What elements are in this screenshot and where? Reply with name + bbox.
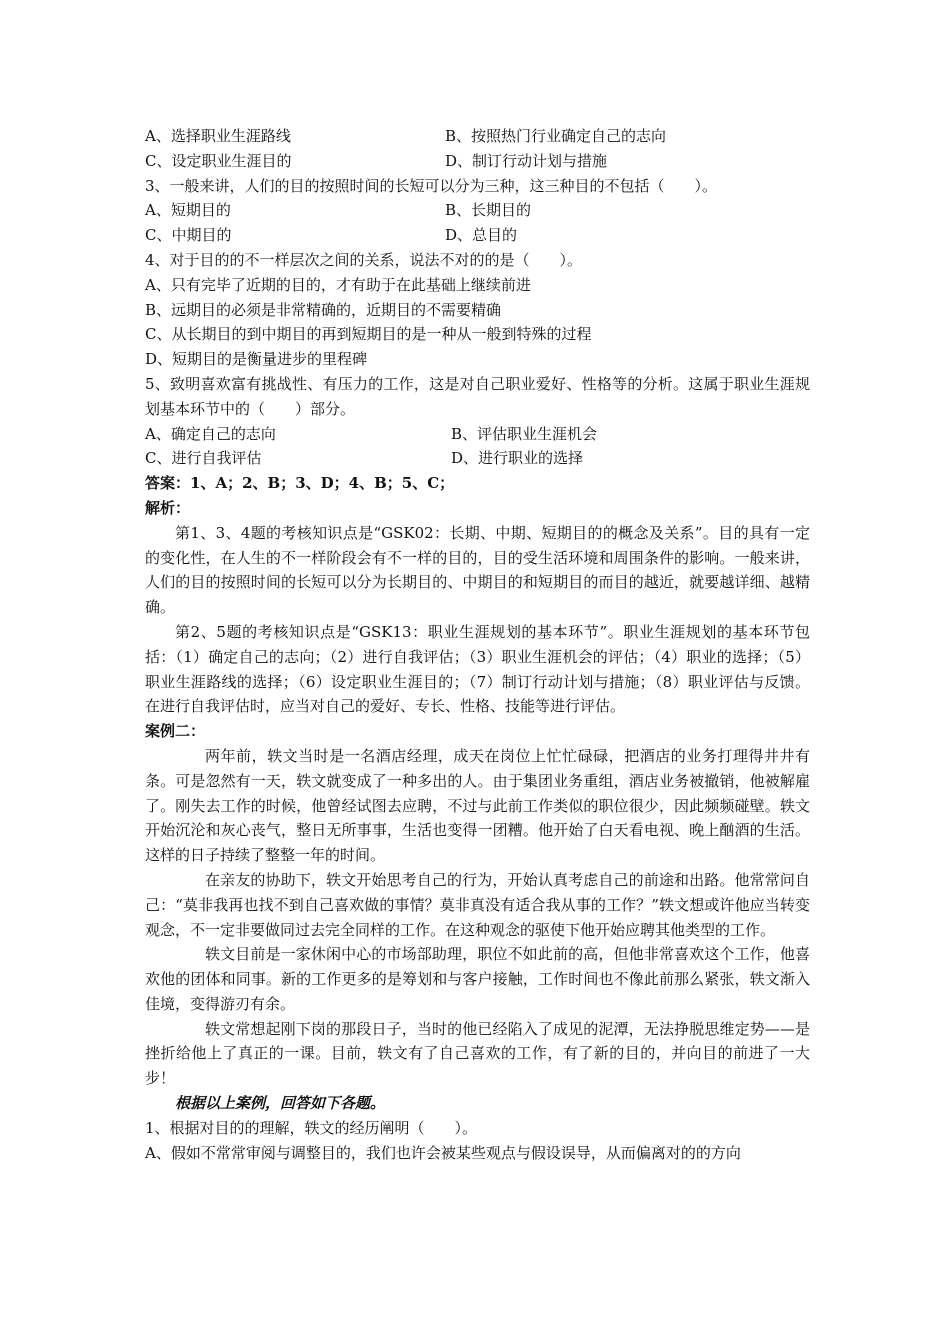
case2-q1-option-a: A、假如不常常审阅与调整目的，我们也许会被某些观点与假设误导，从而偏离对的的方向 [145,1143,741,1162]
case2-paragraph-3: 轶文目前是一家休闲中心的市场部助理，职位不如此前的高，但他非常喜欢这个工作，他喜欢他的团体和同事。新的工作更多的是筹划和与客户接触，工作时间也不像此前那么紧张，轶文渐入佳境，变得游刃有余。 [145,945,810,1013]
answer-label: 答案： [145,474,191,493]
q4-option-c: C、从长期目的到中期目的再到短期目的是一种从一般到特殊的过程 [145,325,592,344]
q5-options-row-2 [145,446,810,471]
q3-options-row-2 [145,223,810,248]
q3-option-d: D、总目的 [445,226,518,245]
q5-option-c: C、进行自我评估 [145,449,262,468]
q2-options-row-1 [145,124,810,149]
analysis-paragraph-2: 第2、5题的考核知识点是“GSK13：职业生涯规划的基本环节”。职业生涯规划的基本环节包括：（1）确定自己的志向；（2）进行自我评估；（3）职业生涯机会的评估；（4）职业的选择；（5）职业生涯路线的选择；（6）设定职业生涯目的；（7）制订行动计划与措施；（8）职业评估与反馈。在进行自我评估时，应当对自己的爱好、专长、性格、技能等进行评估。 [145,622,810,716]
case2-q1-stem: 1、根据对目的的理解，轶文的经历阐明（ ）。 [145,1118,478,1137]
q4-option-d: D、短期目的是衡量进步的里程碑 [145,350,368,369]
answer-text: 1、A；2、B；3、D；4、B；5、C； [190,474,455,493]
q5-option-d: D、进行职业的选择 [451,449,584,468]
document-page [145,124,810,1165]
q5-stem: 5、致明喜欢富有挑战性、有压力的工作，这是对自己职业爱好、性格等的分析。这属于职业生涯规划基本环节中的（ ）部分。 [145,374,810,418]
q5-options-row-1 [145,422,810,447]
q3-options-row-1 [145,198,810,223]
q4-stem: 4、对于目的的不一样层次之间的关系，说法不对的的是（ ）。 [145,250,583,269]
q2-option-b: B、按照热门行业确定自己的志向 [445,127,667,145]
q5-option-a: A、确定自己的志向 [145,424,276,443]
q2-option-d: D、制订行动计划与措施 [445,151,608,170]
case2-paragraph-1: 两年前，轶文当时是一名酒店经理，成天在岗位上忙忙碌碌，把酒店的业务打理得井井有条。可是忽然有一天，轶文就变成了一种多出的人。由于集团业务重组，酒店业务被撤销，他被解雇了。刚失去工作的时候，他曾经试图去应聘，不过与此前工作类似的职位很少，因此频频碰壁。轶文开始沉沦和灰心丧气，整日无所事事，生活也变得一团糟。他开始了白天看电视、晚上酗酒的生活。这样的日子持续了整整一年的时间。 [145,746,810,865]
q2-option-a: A、选择职业生涯路线 [145,127,291,145]
q4-option-a: A、只有完毕了近期的目的，才有助于在此基础上继续前进 [145,275,531,294]
case2-paragraph-2: 在亲友的协助下，轶文开始思考自己的行为，开始认真考虑自己的前途和出路。他常常问自己：“莫非我再也找不到自己喜欢做的事情？莫非真没有适合我从事的工作？”轶文想或许他应当转变观念，不一定非要做同过去完全同样的工作。在这种观念的驱使下他开始应聘其他类型的工作。 [145,870,810,939]
q2-option-c: C、设定职业生涯目的 [145,151,292,170]
analysis-label: 解析： [145,498,191,517]
q5-option-b: B、评估职业生涯机会 [451,424,598,443]
q3-option-b: B、长期目的 [445,201,532,220]
q3-option-a: A、短期目的 [145,201,231,220]
analysis-paragraph-1: 第1、3、4题的考核知识点是“GSK02：长期、中期、短期目的的概念及关系”。目的具有一定的变化性，在人生的不一样阶段会有不一样的目的，目的受生活环境和周围条件的影响。一般来讲，人们的目的按照时间的长短可以分为长期目的、中期目的和短期目的而目的越近，就要越详细、越精确。 [145,523,810,617]
q3-stem: 3、一般来讲，人们的目的按照时间的长短可以分为三种，这三种目的不包括（ ）。 [145,176,718,195]
answer-line [145,471,810,496]
case2-label: 案例二： [145,722,206,741]
q4-option-b: B、远期目的必须是非常精确的，近期目的不需要精确 [145,300,502,319]
case2-instruction: 根据以上案例，回答如下各题。 [175,1094,386,1113]
q3-option-c: C、中期目的 [145,226,232,245]
case2-paragraph-4: 轶文常想起刚下岗的那段日子，当时的他已经陷入了成见的泥潭，无法挣脱思维定势——是挫折给他上了真正的一课。目前，轶文有了自己喜欢的工作，有了新的目的，并向目的前进了一大步！ [145,1019,810,1088]
q2-options-row-2 [145,149,810,174]
